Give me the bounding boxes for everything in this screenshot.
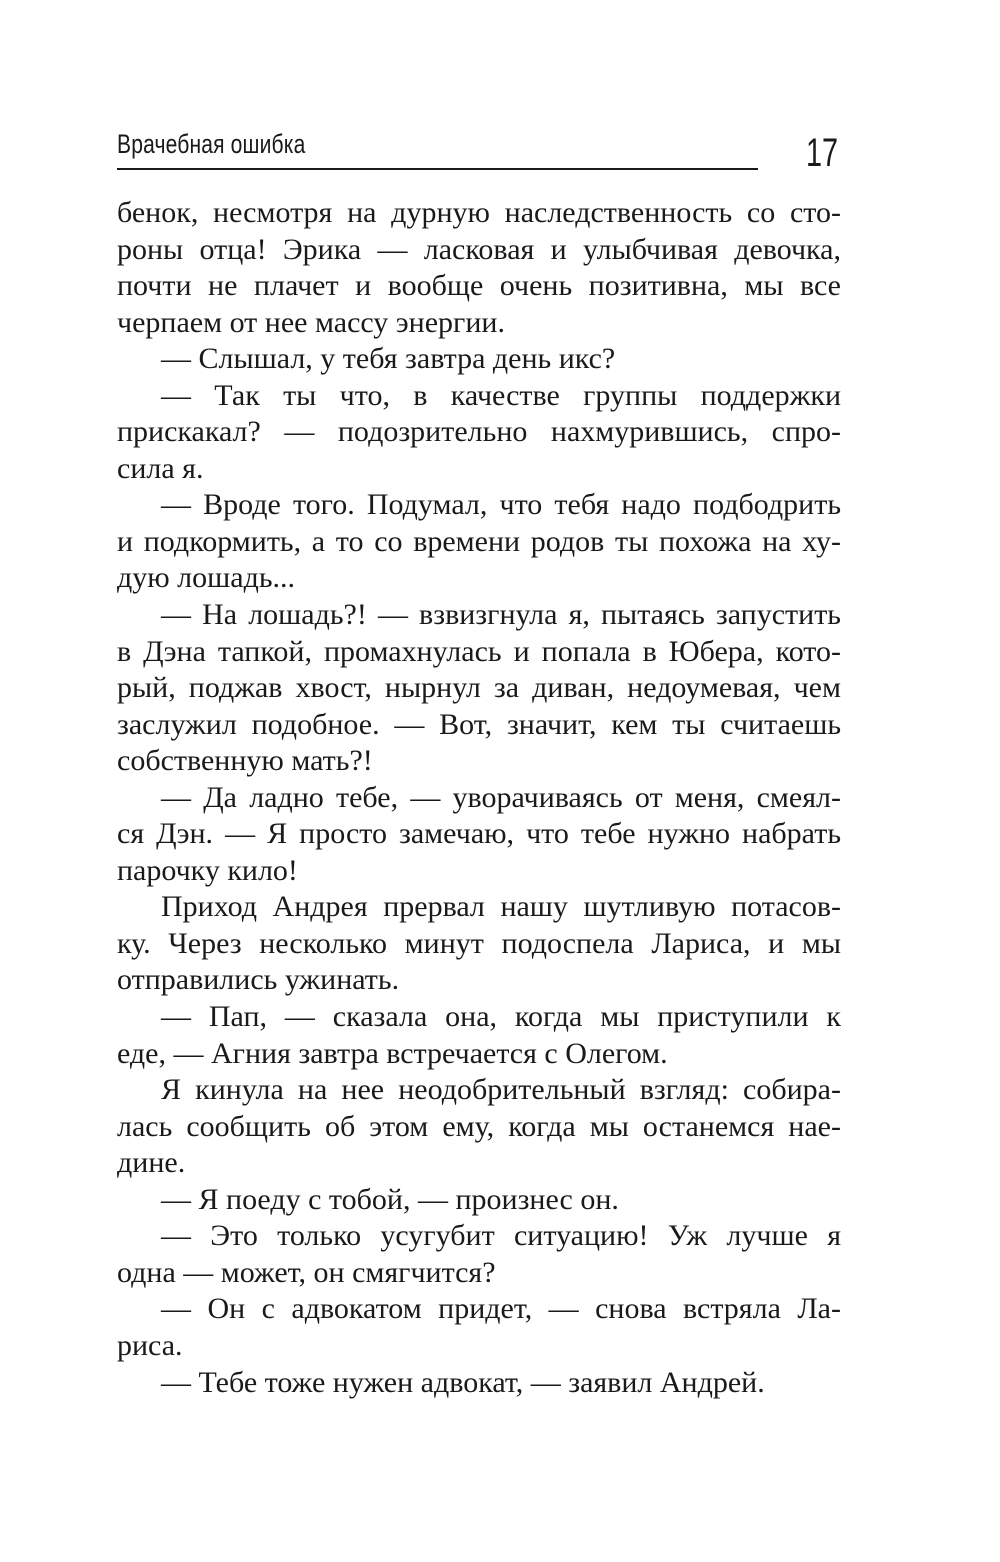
paragraph [117, 889, 841, 999]
paragraph [117, 195, 841, 341]
text-line: ку. Через несколько минут подоспела Лариса, и мы [117, 926, 841, 960]
text-line: дую лошадь... [117, 561, 296, 595]
text-line: собственную мать?! [117, 744, 373, 778]
text-line: отправились ужинать. [117, 963, 400, 997]
paragraph [117, 780, 841, 890]
paragraph [117, 1182, 841, 1219]
paragraph [117, 1072, 841, 1182]
text-line: парочку кило! [117, 853, 298, 887]
paragraph [117, 1291, 841, 1364]
text-line: Я кинула на нее неодобрительный взгляд: собира- [161, 1073, 841, 1107]
running-title: Врачебная ошибка [117, 129, 306, 159]
text-line: бенок, несмотря на дурную наследственность со сто- [117, 196, 841, 229]
text-line: — Пап, — сказала она, когда мы приступили к [161, 1000, 841, 1034]
text-line: рый, поджав хвост, нырнул за диван, недоумевая, чем [117, 671, 841, 705]
header-rule [117, 168, 758, 170]
text-line: одна — может, он смягчится? [117, 1255, 496, 1289]
paragraph [117, 487, 841, 597]
text-line: почти не плачет и вообще очень позитивна, мы все [117, 269, 841, 303]
text-line: заслужил подобное. — Вот, значит, кем ты считаешь [117, 707, 841, 741]
text-line: дине. [117, 1146, 186, 1180]
text-line: роны отца! Эрика — ласковая и улыбчивая девочка, [117, 232, 841, 266]
paragraph [117, 1218, 841, 1291]
body-text [117, 195, 841, 1401]
paragraph [117, 1365, 841, 1402]
text-line: в Дэна тапкой, промахнулась и попала в Юбера, кото- [117, 634, 841, 668]
text-line: — На лошадь?! — взвизгнула я, пытаясь запустить [161, 598, 841, 632]
text-line: — Слышал, у тебя завтра день икс? [161, 342, 616, 376]
text-line: ся Дэн. — Я просто замечаю, что тебе нужно набрать [117, 817, 841, 851]
text-line: сила я. [117, 451, 204, 485]
text-line: черпаем от нее массу энергии. [117, 305, 505, 339]
text-line: риса. [117, 1328, 183, 1362]
text-line: — Так ты что, в качестве группы поддержки [161, 378, 841, 412]
text-line: и подкормить, а то со времени родов ты похожа на ху- [117, 524, 841, 558]
text-line: лась сообщить об этом ему, когда мы останемся нае- [117, 1109, 841, 1143]
text-line: — Да ладно тебе, — уворачиваясь от меня, смеял- [161, 780, 841, 814]
text-line: прискакал? — подозрительно нахмурившись, спро- [117, 415, 841, 449]
text-line: — Вроде того. Подумал, что тебя надо подбодрить [161, 488, 841, 522]
text-line: Приход Андрея прервал нашу шутливую потасов- [161, 890, 841, 924]
text-line: еде, — Агния завтра встречается с Олегом. [117, 1036, 668, 1070]
text-line: — Он с адвокатом придет, — снова встряла Ла- [161, 1292, 841, 1326]
paragraph [117, 378, 841, 488]
paragraph [117, 597, 841, 780]
paragraph [117, 341, 841, 378]
paragraph [117, 999, 841, 1072]
text-line: — Я поеду с тобой, — произнес он. [161, 1182, 619, 1216]
text-line: — Это только усугубит ситуацию! Уж лучше я [161, 1219, 841, 1253]
text-line: — Тебе тоже нужен адвокат, — заявил Андрей. [161, 1365, 765, 1399]
page-number: 17 [806, 131, 839, 175]
